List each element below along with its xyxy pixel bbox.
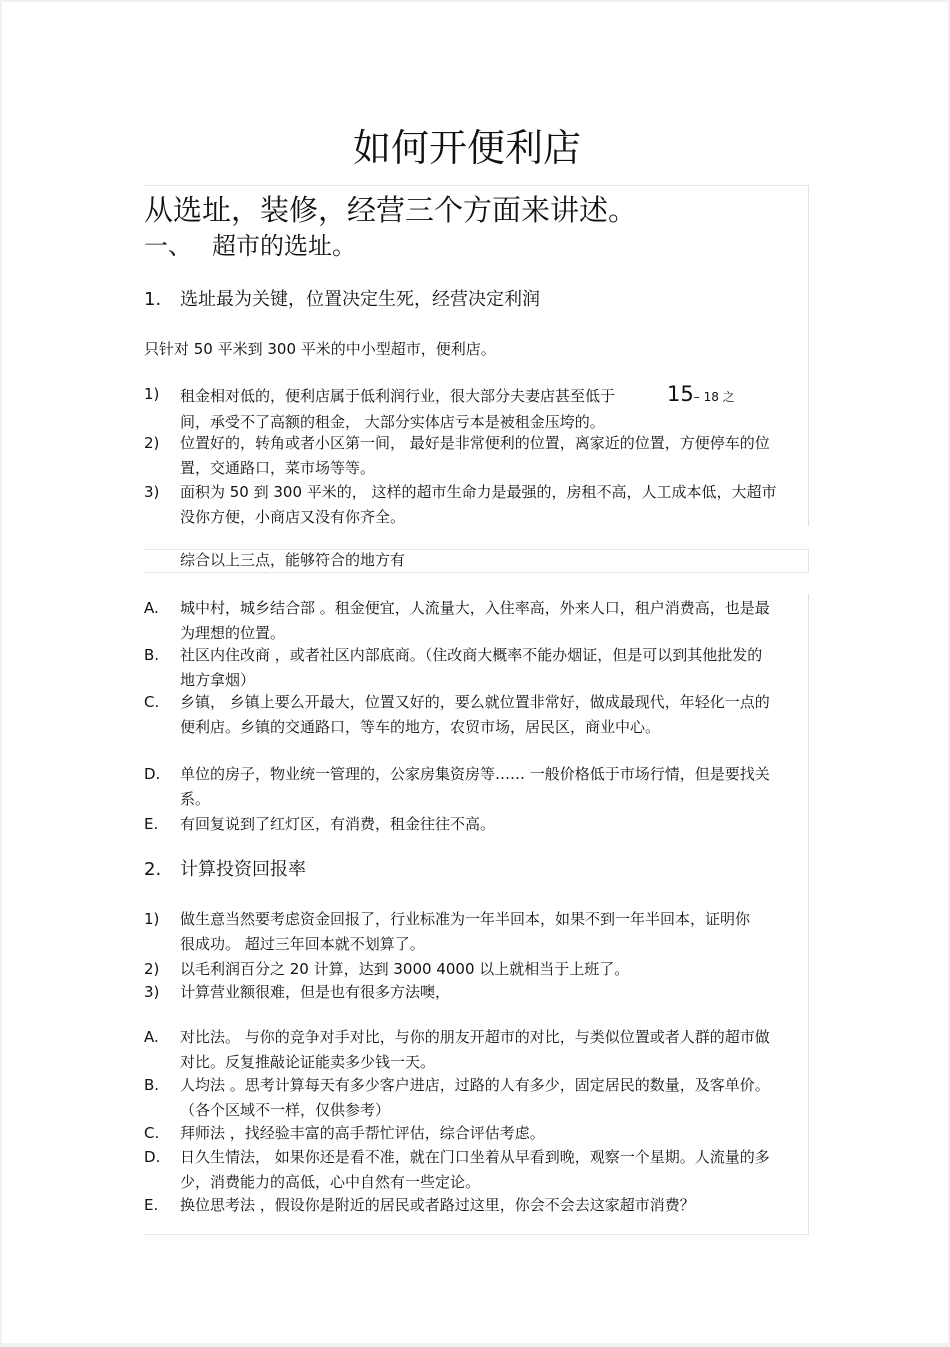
place-item: [144, 690, 774, 739]
item-text: 单位的房子，物业统一管理的，公家房集资房等…… 一般价格低于市场行情，但是要找关系。: [180, 765, 770, 808]
summary-text: 综合以上三点，能够符合的地方有: [180, 551, 406, 569]
item-text: 计算营业额很难，但是也有很多方法噢，: [180, 983, 451, 1001]
item-marker: 2): [144, 960, 160, 978]
item-text: [144, 382, 804, 434]
item-text: 对比法。 与你的竞争对手对比，与你的朋友开超市的对比，与类似位置或者人群的超市做对比。反复推敲论证能卖多少钱一天。: [180, 1028, 770, 1071]
item-marker: C.: [144, 1124, 160, 1142]
item-marker: 3): [144, 483, 160, 501]
item-marker: D.: [144, 1148, 161, 1166]
item-text: 以毛利润百分之 20 计算，达到 3000 4000 以上就相当于上班了。: [180, 960, 630, 978]
item-marker: E.: [144, 815, 159, 833]
item-text: 面积为 50 到 300 平米的， 这样的超市生命力是最强的，房租不高，人工成本低，大超市没你方便，小商店又没有你齐全。: [180, 483, 777, 526]
intro-heading: 从选址，装修，经营三个方面来讲述。: [144, 193, 638, 227]
item-text: 做生意当然要考虑资金回报了，行业标准为一年半回本，如果不到一年半回本，证明你很成功。 超过三年回本就不划算了。: [180, 910, 751, 953]
section-heading: [144, 230, 356, 262]
item-marker: 2): [144, 434, 160, 452]
item-marker: A.: [144, 1028, 159, 1046]
item-text: 乡镇， 乡镇上要么开最大，位置又好的，要么就位置非常好，做成最现代，年轻化一点的便利店。乡镇的交通路口，等车的地方，农贸市场，居民区，商业中心。: [180, 693, 770, 736]
criteria-item: [144, 431, 780, 480]
place-item: [144, 643, 774, 692]
item-text: 位置好的，转角或者小区第一间， 最好是非常便利的位置，离家近的位置，方便停车的位置，交通路口，菜市场等等。: [180, 434, 770, 477]
method-item: [144, 1073, 780, 1122]
method-item: [144, 1145, 780, 1194]
subheading-location: [144, 288, 540, 312]
section-marker: 一、: [144, 232, 192, 260]
item-marker: A.: [144, 599, 159, 617]
method-item: [144, 1025, 780, 1074]
item-text: 人均法 。思考计算每天有多少客户进店，过路的人有多少，固定居民的数量，及客单价。（各个区域不一样，仅供参考）: [180, 1076, 770, 1119]
subheading-number: 2.: [144, 859, 162, 880]
page-title: 如何开便利店: [352, 126, 581, 170]
method-item: [144, 1193, 794, 1218]
roi-item: [144, 980, 784, 1005]
subheading-number: 1.: [144, 289, 162, 310]
place-item: [144, 812, 784, 837]
method-item: [144, 1121, 784, 1146]
item-marker: D.: [144, 765, 161, 783]
item-marker: 3): [144, 983, 160, 1001]
rent-ratio-range: – 18 之: [693, 390, 735, 404]
item-text: 社区内住改商 ，或者社区内部底商。（住改商大概率不能办烟证，但是可以到其他批发的地方拿烟）: [180, 646, 763, 689]
item-marker: 1): [144, 910, 160, 928]
item-text: 拜师法 ，找经验丰富的高手帮忙评估，综合评估考虑。: [180, 1124, 545, 1142]
subheading-label: 计算投资回报率: [180, 859, 306, 880]
item-text: 有回复说到了红灯区，有消费，租金往往不高。: [180, 815, 496, 833]
section-label: 超市的选址。: [212, 232, 356, 260]
item-marker: B.: [144, 1076, 160, 1094]
item-text: 日久生情法， 如果你还是看不准，就在门口坐着从早看到晚，观察一个星期。人流量的多少，消费能力的高低，心中自然有一些定论。: [180, 1148, 770, 1191]
rent-ratio-number: 15: [667, 382, 694, 406]
item-text-end: 间，承受不了高额的租金， 大部分实体店亏本是被租金压垮的。: [180, 412, 605, 431]
scope-text: 只针对 50 平米到 300 平米的中小型超市，便利店。: [144, 340, 496, 358]
place-item: [144, 762, 784, 811]
item-marker: C.: [144, 693, 160, 711]
criteria-item: [144, 382, 804, 434]
place-item: [144, 596, 774, 645]
document-page: [2, 2, 948, 1343]
item-text: 换位思考法 ，假设你是附近的居民或者路过这里，你会不会去这家超市消费？: [180, 1196, 695, 1214]
criteria-item: [144, 480, 780, 529]
item-marker: 1): [144, 385, 160, 403]
subheading-roi: [144, 858, 306, 882]
roi-item: [144, 907, 764, 956]
item-marker: E.: [144, 1196, 159, 1214]
subheading-label: 选址最为关键，位置决定生死，经营决定利润: [180, 289, 540, 310]
item-marker: B.: [144, 646, 160, 664]
item-text-start: 租金相对低的，便利店属于低利润行业，很大部分夫妻店甚至低于: [180, 387, 616, 405]
roi-item: [144, 957, 784, 982]
item-text: 城中村，城乡结合部 。租金便宜，人流量大，入住率高，外来人口，租户消费高，也是最为理想的位置。: [180, 599, 770, 642]
